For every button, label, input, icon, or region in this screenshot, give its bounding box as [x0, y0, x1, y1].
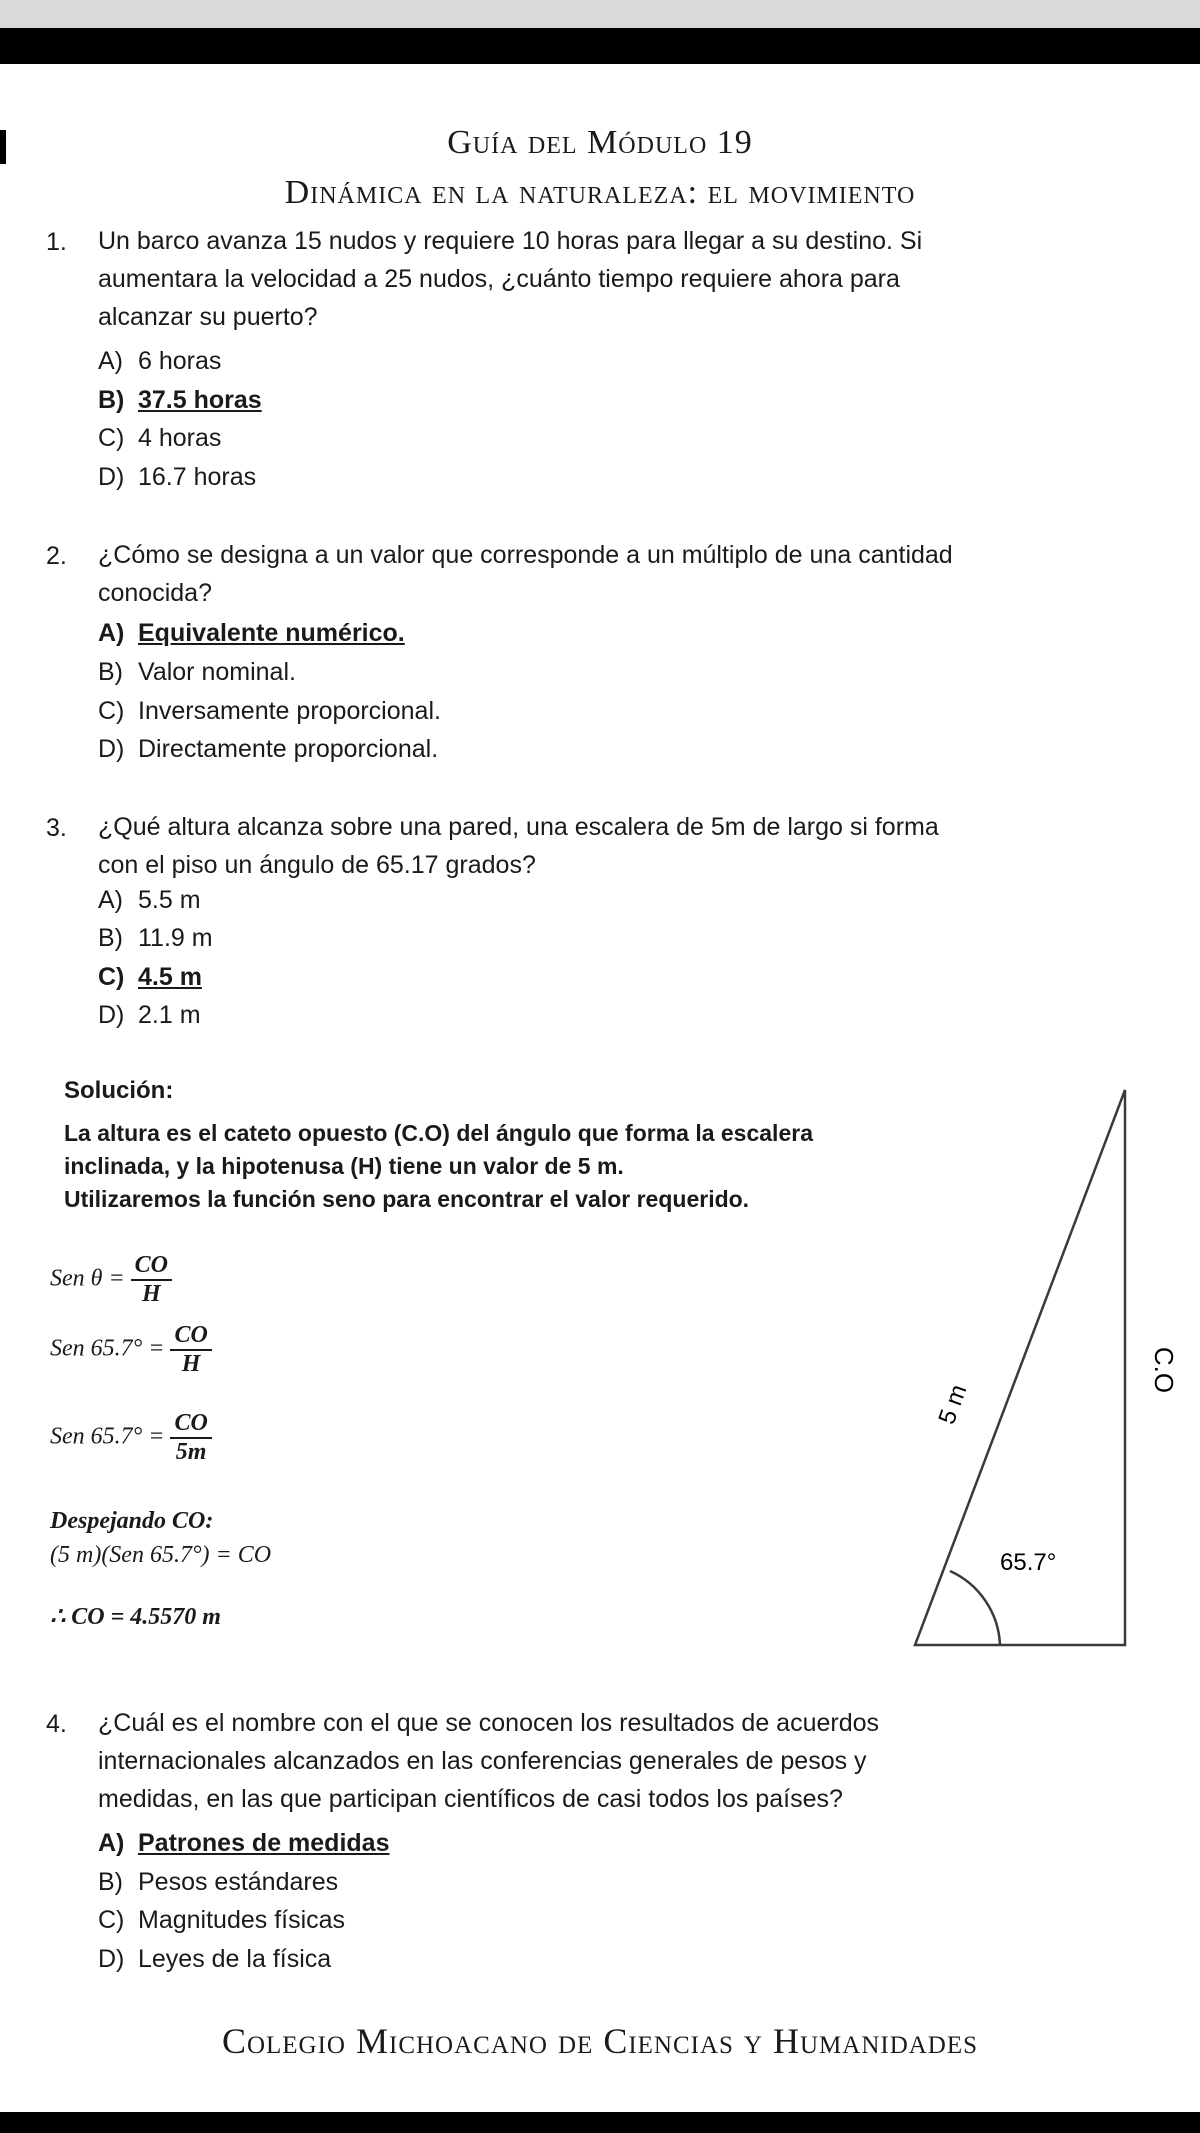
question-number: 4.: [46, 1710, 67, 1738]
page-subtitle: Dinámica en la naturaleza: el movimiento: [284, 174, 916, 211]
option-b-correct: B) 37.5 horas: [98, 386, 262, 414]
solution-line: inclinada, y la hipotenusa (H) tiene un valor de 5 m.: [64, 1153, 624, 1179]
opposite-side-label: C.O: [1149, 1346, 1179, 1394]
option-c: C) 4 horas: [98, 424, 222, 452]
question-line: Un barco avanza 15 nudos y requiere 10 horas para llegar a su destino. Si: [98, 227, 923, 255]
question-line: ¿Cómo se designa a un valor que corresponde a un múltiplo de una cantidad: [98, 541, 953, 569]
question-line: ¿Cuál es el nombre con el que se conocen los resultados de acuerdos: [98, 1709, 880, 1737]
option-b: B) Valor nominal.: [98, 658, 296, 686]
question-line: alcanzar su puerto?: [98, 303, 318, 331]
school-footer: Colegio Michoacano de Ciencias y Humanidades: [221, 2021, 979, 2061]
question-text: [98, 222, 1156, 336]
bottom-frame-dark: [0, 2112, 1200, 2133]
option-a-correct: A) Patrones de medidas: [98, 1829, 390, 1857]
option-c: C) Magnitudes físicas: [98, 1906, 346, 1934]
option-a: A) 6 horas: [98, 347, 222, 375]
equation-2: Sen 65.7° = $\frac{CO}{H}$: [50, 1322, 212, 1378]
question-line: aumentara la velocidad a 25 nudos, ¿cuánto tiempo requiere ahora para: [98, 265, 900, 293]
ladder-triangle-diagram: [900, 1085, 1179, 1655]
question-line: conocida?: [98, 579, 212, 607]
solution-line: Utilizaremos la función seno para encontrar el valor requerido.: [64, 1186, 750, 1212]
top-frame-light: [0, 0, 1200, 28]
page-title: Guía del Módulo 19: [447, 124, 753, 161]
option-d: D) Leyes de la física: [98, 1945, 332, 1973]
option-c-correct: C) 4.5 m: [98, 963, 202, 991]
question-text: [98, 1704, 1156, 1818]
option-d: D) 16.7 horas: [98, 463, 257, 491]
step-equation: (5 m)(Sen 65.7°) = CO: [50, 1542, 272, 1568]
question-number: 3.: [46, 814, 67, 842]
option-b: B) 11.9 m: [98, 924, 213, 952]
top-frame-dark: [0, 28, 1200, 64]
question-text: [98, 536, 1156, 612]
question-line: internacionales alcanzados en las conferencias generales de pesos y: [98, 1747, 867, 1775]
option-a: A) 5.5 m: [98, 886, 201, 914]
option-d: D) 2.1 m: [98, 1001, 201, 1029]
option-c: C) Inversamente proporcional.: [98, 697, 441, 725]
option-b: B) Pesos estándares: [98, 1868, 339, 1896]
question-text: [98, 808, 1156, 884]
option-a-correct: A) Equivalente numérico.: [98, 619, 405, 647]
question-line: con el piso un ángulo de 65.17 grados?: [98, 851, 536, 879]
question-line: ¿Qué altura alcanza sobre una pared, una escalera de 5m de largo si forma: [98, 813, 939, 841]
solution-line: La altura es el cateto opuesto (C.O) del ángulo que forma la escalera: [64, 1120, 813, 1146]
question-number: 1.: [46, 228, 67, 256]
option-d: D) Directamente proporcional.: [98, 735, 439, 763]
equation-1: Sen θ = $\frac{CO}{H}$: [50, 1252, 172, 1308]
angle-label: 65.7°: [1000, 1549, 1057, 1576]
step-label: Despejando CO:: [50, 1508, 214, 1534]
angle-arc: [950, 1571, 1000, 1645]
solution-heading: Solución:: [64, 1077, 174, 1104]
hypotenuse-label: 5 m: [933, 1381, 973, 1428]
question-number: 2.: [46, 542, 67, 570]
question-line: medidas, en las que participan científicos de casi todos los países?: [98, 1785, 843, 1813]
equation-3: Sen 65.7° = $\frac{CO}{5m}$: [50, 1410, 212, 1466]
solution-result: ∴ CO = 4.5570 m: [50, 1604, 221, 1630]
